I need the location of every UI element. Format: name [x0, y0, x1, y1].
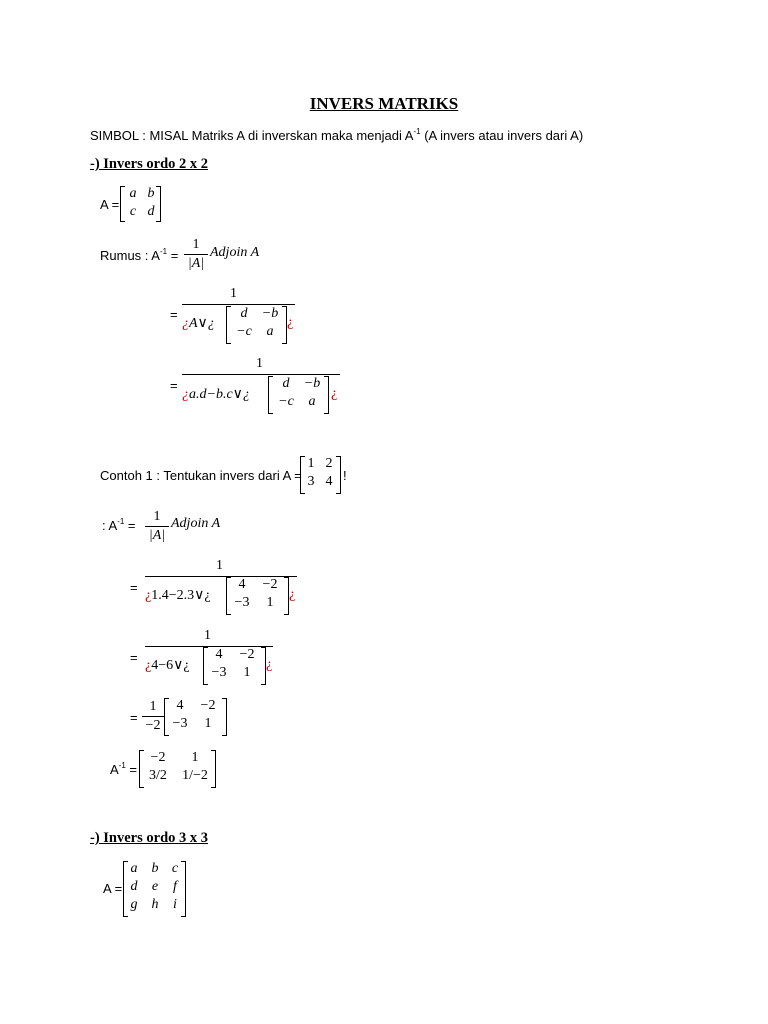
matrix-cell: b — [147, 186, 155, 201]
matrix-cell: −3 — [211, 665, 227, 680]
matrix-cell: −2 — [239, 647, 255, 662]
step1-den-pre — [182, 315, 215, 332]
left-bracket — [120, 186, 125, 222]
step2-fraction-bar — [182, 374, 340, 375]
rumus-fraction — [184, 236, 208, 273]
den-text: 4−6∨¿ — [151, 658, 190, 673]
matrix-cell: d — [240, 306, 248, 321]
step2-den-pre — [182, 386, 250, 403]
matrix-cell: c — [129, 204, 137, 219]
matrix-cell: 4 — [176, 698, 184, 713]
sol2-matrix — [203, 647, 269, 685]
step2-numerator: 1 — [256, 356, 263, 371]
matrix-cell: g — [130, 897, 138, 912]
sol1-den-pre — [145, 587, 211, 604]
matrix-cell: 1/−2 — [182, 768, 208, 783]
sol1-den-post: ¿ — [289, 587, 296, 602]
sol2-equals: = — [130, 650, 138, 665]
matrix-cell: 1 — [191, 750, 199, 765]
simbol-superscript: -1 — [413, 127, 421, 136]
matrix-cell: a — [130, 861, 138, 876]
simbol-line — [90, 128, 583, 143]
matrix-cell: 2 — [325, 456, 333, 471]
matrix-cell: −3 — [172, 716, 188, 731]
def2-label: A = — [100, 197, 120, 212]
section-heading-2x2: -) Invers ordo 2 x 2 — [90, 156, 209, 172]
contoh-matrix — [300, 456, 344, 494]
matrix-cell: −3 — [234, 595, 250, 610]
result-matrix — [139, 750, 219, 788]
step1-matrix — [226, 306, 290, 344]
matrix-cell: d — [147, 204, 155, 219]
left-bracket — [226, 306, 231, 344]
matrix-cell: i — [173, 897, 177, 912]
contoh-label: Contoh 1 : Tentukan invers dari A = — [100, 468, 302, 483]
fraction-numerator: 1 — [192, 237, 200, 252]
simbol-suffix: (A invers atau invers dari A) — [420, 128, 584, 143]
left-bracket — [268, 376, 273, 414]
sol2-numerator: 1 — [204, 628, 211, 643]
step1-den-post: ¿ — [287, 315, 294, 330]
matrix-cell: 4 — [325, 474, 333, 489]
matrix-cell: 4 — [215, 647, 223, 662]
inverted-question-glyph: ¿ — [182, 387, 189, 402]
matrix-cell: 3 — [307, 474, 315, 489]
def3-matrix — [123, 861, 187, 917]
matrix-cell: 1 — [266, 595, 274, 610]
def3-label: A = — [103, 881, 123, 896]
sol-fraction — [145, 508, 169, 545]
rumus-text: Rumus : A — [100, 248, 160, 263]
matrix-cell: 3/2 — [149, 768, 167, 783]
matrix-cell: −2 — [262, 577, 278, 592]
sol-label — [102, 518, 136, 533]
page-title: INVERS MATRIKS — [309, 94, 459, 113]
right-bracket — [181, 861, 186, 917]
contoh-exclamation: ! — [343, 468, 347, 483]
matrix-cell: 1 — [243, 665, 251, 680]
matrix-cell: h — [151, 897, 159, 912]
matrix-cell: −2 — [200, 698, 216, 713]
step1-numerator: 1 — [230, 286, 237, 301]
sol-text: : A — [102, 518, 118, 533]
den-text: 1.4−2.3∨¿ — [151, 588, 211, 603]
step1-fraction-bar — [182, 304, 295, 305]
rumus-label — [100, 248, 178, 263]
sol3-equals: = — [130, 710, 138, 725]
result-label — [110, 762, 137, 777]
matrix-cell: −b — [261, 306, 279, 321]
matrix-cell: a — [129, 186, 137, 201]
def2-matrix — [120, 186, 162, 222]
matrix-cell: 1 — [204, 716, 212, 731]
step2-den-post: ¿ — [331, 386, 338, 401]
matrix-cell: d — [282, 376, 290, 391]
matrix-cell: a — [266, 324, 274, 339]
matrix-cell: e — [151, 879, 159, 894]
matrix-cell: −c — [236, 324, 252, 339]
inverted-question-glyph: ¿ — [145, 588, 152, 603]
result-equals: = — [125, 762, 138, 777]
sol-superscript: -1 — [117, 517, 125, 526]
right-bracket — [222, 698, 227, 736]
sol1-equals: = — [130, 580, 138, 595]
matrix-cell: 4 — [238, 577, 246, 592]
den-text: a.d−b.c∨¿ — [189, 387, 250, 402]
section-heading-3x3: -) Invers ordo 3 x 3 — [90, 830, 209, 846]
den-text: A∨¿ — [189, 316, 215, 331]
matrix-cell: −b — [303, 376, 321, 391]
sol2-den-pre — [145, 657, 190, 674]
sol3-matrix — [164, 698, 230, 736]
step2-equals: = — [170, 378, 178, 393]
matrix-cell: a — [308, 394, 316, 409]
matrix-cell: −2 — [150, 750, 166, 765]
inverted-question-glyph: ¿ — [145, 658, 152, 673]
matrix-cell: b — [151, 861, 159, 876]
rumus-equals: = — [167, 248, 179, 263]
result-superscript: -1 — [118, 761, 126, 770]
sol1-numerator: 1 — [216, 558, 223, 573]
fraction-denominator: |A| — [187, 256, 205, 271]
rumus-adjoin: Adjoin A — [210, 245, 260, 260]
sol-equals: = — [124, 518, 136, 533]
fraction-numerator: 1 — [153, 509, 161, 524]
inverted-question-glyph: ¿ — [182, 316, 189, 331]
sol-adjoin: Adjoin A — [171, 516, 221, 531]
fraction-denominator: −2 — [145, 718, 161, 733]
sol2-den-post: ¿ — [266, 657, 273, 672]
sol1-matrix — [226, 577, 292, 615]
step1-equals: = — [170, 307, 178, 322]
sol3-fraction — [142, 698, 164, 735]
matrix-cell: c — [171, 861, 179, 876]
fraction-denominator: |A| — [148, 528, 166, 543]
fraction-numerator: 1 — [149, 699, 157, 714]
matrix-cell: d — [130, 879, 138, 894]
matrix-cell: −c — [278, 394, 294, 409]
right-bracket — [156, 186, 161, 222]
matrix-cell: f — [173, 879, 177, 894]
result-text: A — [110, 762, 119, 777]
step2-matrix — [268, 376, 332, 414]
simbol-prefix: SIMBOL : MISAL Matriks A di inverskan maka menjadi A — [90, 128, 414, 143]
matrix-cell: 1 — [307, 456, 315, 471]
right-bracket — [211, 750, 216, 788]
rumus-superscript: -1 — [159, 247, 168, 256]
right-bracket — [336, 456, 341, 494]
right-bracket — [324, 376, 329, 414]
